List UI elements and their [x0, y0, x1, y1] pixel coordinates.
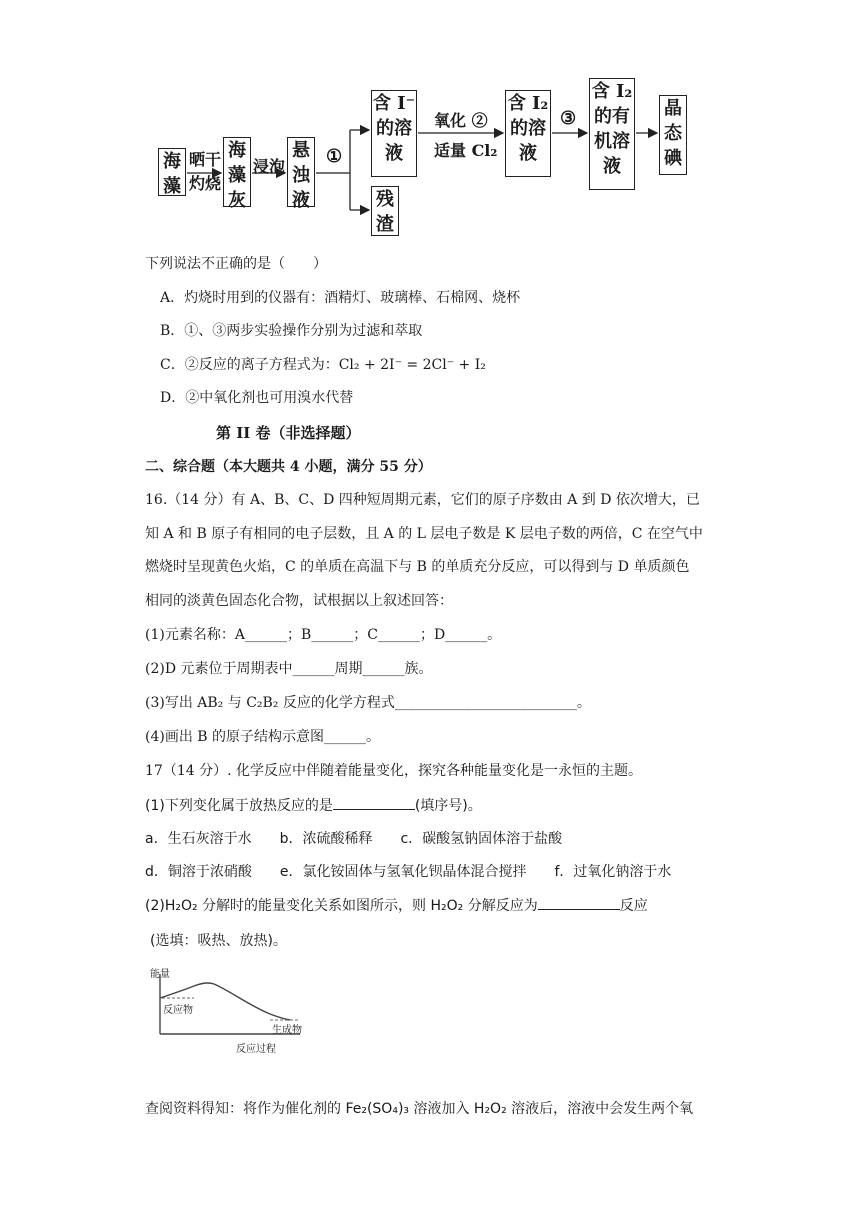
q16-line-2: 知 A 和 B 原子有相同的电子层数，且 A 的 L 层电子数是 K 层电子数的两倍，C 在空气中	[145, 526, 703, 542]
q16-part-2: (2)D 元素位于周期表中______周期______族。	[145, 661, 433, 677]
label-dry-burn: 晒干 灼烧	[189, 150, 222, 193]
answer-blank[interactable]	[538, 895, 620, 910]
q17-part-1: (1)下列变化属于放热反应的是 (填序号)。	[145, 795, 482, 815]
box-seaweed: 海 藻	[158, 148, 186, 196]
label-soak: 浸泡	[253, 157, 286, 176]
label-step3: ③	[560, 108, 577, 129]
box-seaweed-ash: 海 藻 灰	[223, 137, 251, 207]
q17-choices-row-1: a．生石灰溶于水 b．浓硫酸稀释 c．碳酸氢钠固体溶于盐酸	[145, 831, 563, 847]
graph-y-label: 能量	[150, 969, 170, 980]
label-cl2-amount: 适量 Cl₂	[434, 141, 498, 160]
flowchart-arrows	[0, 0, 860, 250]
label-oxidize-step2: 氧化 ②	[434, 111, 488, 130]
graph-product-label: 生成物	[272, 1025, 302, 1036]
box-iodine-solution: 含 I₂ 的溶 液	[505, 90, 551, 177]
graph-x-label: 反应过程	[236, 1044, 276, 1055]
q17-part-2: (2)H₂O₂ 分解时的能量变化关系如图所示，则 H₂O₂ 分解反应为 反应	[145, 895, 648, 915]
section-subtitle: 二、综合题（本大题共 4 小题，满分 55 分）	[145, 459, 432, 475]
q17-footer-line: 查阅资料得知：将作为催化剂的 Fe₂(SO₄)₃ 溶液加入 H₂O₂ 溶液后，溶液中会发生两个氧	[145, 1101, 694, 1117]
q15-option-b: B．①、③两步实验操作分别为过滤和萃取	[160, 323, 423, 339]
q17-part-2-choice: (选填：吸热、放热)。	[150, 933, 287, 949]
q17-choices-row-2: d．铜溶于浓硝酸 e．氯化铵固体与氢氧化钡晶体混合搅拌 f．过氧化钠溶于水	[145, 864, 672, 880]
q16-part-4: (4)画出 B 的原子结构示意图______。	[145, 729, 381, 745]
q16-line-3: 燃烧时呈现黄色火焰，C 的单质在高温下与 B 的单质充分反应，可以得到与 D 单质颜色	[145, 559, 690, 575]
q15-option-d: D．②中氧化剂也可用溴水代替	[160, 390, 354, 406]
q16-part-1: (1)元素名称：A______；B______；C______；D______。	[145, 627, 502, 643]
q15-option-c: C．②反应的离子方程式为：Cl₂ + 2I⁻ = 2Cl⁻ + I₂	[160, 357, 486, 373]
label-step1: ①	[326, 146, 343, 167]
box-residue: 残 渣	[371, 186, 399, 236]
box-crystal-iodine: 晶 态 碘	[659, 95, 687, 175]
box-organic-iodine-solution: 含 I₂ 的有 机溶 液	[589, 78, 635, 190]
q17-intro: 17（14 分）. 化学反应中伴随着能量变化，探究各种能量变化是一永恒的主题。	[145, 763, 642, 779]
section-title: 第 II 卷（非选择题）	[216, 424, 361, 442]
q16-line-1: 16.（14 分）有 A、B、C、D 四种短周期元素，它们的原子序数由 A 到 D 依次增大，已	[145, 492, 700, 508]
q15-stem: 下列说法不正确的是（ ）	[145, 256, 327, 272]
box-iodide-solution: 含 I⁻ 的溶 液	[371, 90, 417, 177]
answer-blank[interactable]	[333, 795, 415, 810]
q16-part-3: (3)写出 AB₂ 与 C₂B₂ 反应的化学方程式__________________________。	[145, 695, 591, 711]
q15-option-a: A．灼烧时用到的仪器有：酒精灯、玻璃棒、石棉网、烧杯	[160, 290, 521, 306]
q16-line-4: 相同的淡黄色固态化合物，试根据以上叙述回答：	[145, 593, 453, 609]
box-suspension: 悬 浊 液	[287, 137, 315, 207]
graph-reactant-label: 反应物	[163, 1005, 193, 1016]
